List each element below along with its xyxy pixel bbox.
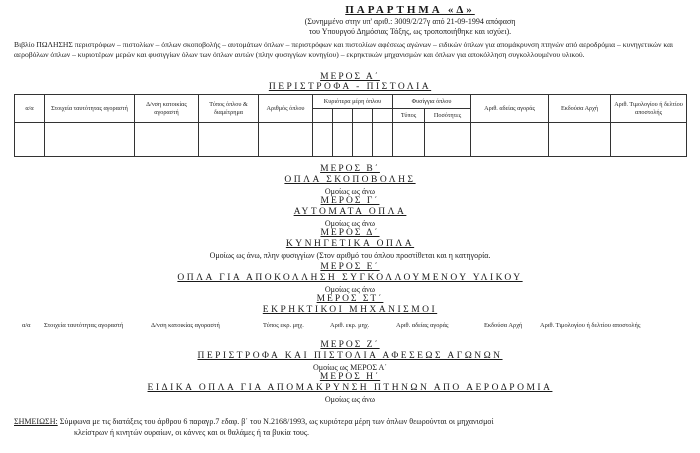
part-b-heading: ΟΠΛΑ ΣΚΟΠΟΒΟΛΗΣ (284, 175, 416, 185)
part-st-heading: ΕΚΡΗΚΤΙΚΟΙ ΜΗΧΑΝΙΣΜΟΙ (262, 305, 438, 315)
footnote-label: ΣΗΜΕΙΩΣΗ: (14, 417, 58, 426)
document-title: ΠΑΡΑΡΤΗΜΑ «Δ» (345, 4, 475, 16)
part-e-note: Ομοίως ως άνω (324, 285, 376, 294)
part-z-heading: ΠΕΡΙΣΤΡΟΦΑ ΚΑΙ ΠΙΣΤΟΛΙΑ ΑΦΕΣΕΩΣ ΑΓΩΝΩΝ (197, 351, 503, 361)
part-h-label: ΜΕΡΟΣ Η΄ (319, 372, 381, 382)
col-header-cartridge-qty: Ποσότητες (425, 109, 471, 123)
explosives-col-authority: Εκδούσα Αρχή (484, 322, 523, 329)
part-st-label: ΜΕΡΟΣ ΣΤ΄ (316, 294, 384, 304)
col-header-cartridge-type: Τύπος (393, 109, 425, 123)
col-header-invoice: Αριθ. Τιμολογίου ή δελτίου αποστολής (611, 95, 687, 123)
part-b-note: Ομοίως ως άνω (324, 187, 376, 196)
explosives-col-buyer-id: Στοιχεία ταυτότητας αγοραστή (44, 322, 124, 329)
header-reference-line: (Συνημμένο στην υπ' αριθ.: 3009/2/27γ από 21-09-1994 απόφαση (304, 17, 516, 26)
explosives-col-invoice: Αριθ. Τιμολογίου ή δελτίου αποστολής (540, 322, 641, 329)
intro-paragraph: Βιβλίο ΠΩΛΗΣΗΣ περιστρόφων – πιστολίων – όπλων σκοποβολής – αυτομάτων όπλων – περιστρόφων και πιστολίων αφέσεως αγώνων – ειδικών όπλων για απομάκρυνση πτηνών από αεροδρόμια – κυνηγετικών και αεροβόλων όπλων – κυριοτέρων μερών και φυσιγγίων όλων των όπλων αυτών (πλην φυσιγγίων κυνηγίου) – εκρηκτικών μηχανισμών και όπλων για αποκόλληση συγκολλουμένου υλικού. (14, 40, 674, 59)
col-header-weapon-number: Αριθμός όπλου (259, 95, 313, 123)
col-header-cartridges: Φυσίγγια όπλου (393, 95, 471, 109)
part-c-note: Ομοίως ως άνω (324, 219, 376, 228)
part-d-note: Ομοίως ως άνω, πλην φυσιγγίων (Στον αριθμό του όπλου προστίθεται και η κατηγορία. (209, 251, 491, 260)
part-c-label: ΜΕΡΟΣ Γ΄ (320, 196, 380, 206)
part-d-label: ΜΕΡΟΣ Δ΄ (320, 228, 380, 238)
part-b-label: ΜΕΡΟΣ Β΄ (320, 164, 380, 174)
footnote-line-2: κλείστρων ή κινητών ουραίων, οι κάννες και οι θαλάμες ή τα βυκία τους. (74, 427, 310, 437)
explosives-col-buyer-address: Δ/νση κατοικίας αγοραστή (151, 322, 220, 329)
part-a-heading: ΠΕΡΙΣΤΡΟΦΑ - ΠΙΣΤΟΛΙΑ (268, 82, 432, 92)
col-header-main-parts: Κυριότερα μέρη όπλου (313, 95, 393, 109)
explosives-col-license: Αριθ. αδείας αγοράς (396, 322, 449, 329)
part-e-label: ΜΕΡΟΣ Ε΄ (320, 262, 380, 272)
col-header-buyer-address: Δ/νση κατοικίας αγοραστή (135, 95, 199, 123)
part-h-heading: ΕΙΔΙΚΑ ΟΠΛΑ ΓΙΑ ΑΠΟΜΑΚΡΥΝΣΗ ΠΤΗΝΩΝ ΑΠΟ ΑΕΡΟΔΡΟΜΙΑ (147, 383, 553, 393)
col-header-type-caliber: Τύπος όπλου & διαμέτρημα (199, 95, 259, 123)
header-amendment-line: του Υπουργού Δημόσιας Τάξης, ως τροποποιήθηκε και ισχύει). (308, 27, 512, 36)
explosives-col-number: Αριθ. εκρ. μηχ. (330, 322, 370, 329)
main-parts-subcell (353, 109, 373, 123)
main-parts-subcell (333, 109, 353, 123)
sales-register-table (14, 94, 687, 157)
main-parts-subcell (313, 109, 333, 123)
part-d-heading: ΚΥΝΗΓΕΤΙΚΑ ΟΠΛΑ (285, 239, 415, 249)
explosives-col-aa: α/α (22, 322, 31, 329)
table-row (15, 123, 687, 157)
part-z-note: Ομοίως ως ΜΕΡΟΣ Α΄ (313, 363, 387, 372)
col-header-license: Αριθ. αδείας αγοράς (471, 95, 549, 123)
col-header-authority: Εκδούσα Αρχή (549, 95, 611, 123)
part-h-note: Ομοίως ως άνω (324, 395, 376, 404)
footnote-line-1: Σύμφωνα με τις διατάξεις του άρθρου 6 παραγρ.7 εδαφ. β΄ του Ν.2168/1993, ως κυριότερα μέρη των όπλων θεωρούνται οι μηχανισμοί (59, 417, 494, 426)
part-a-label: ΜΕΡΟΣ Α΄ (320, 72, 380, 82)
part-c-heading: ΑΥΤΟΜΑΤΑ ΟΠΛΑ (293, 207, 407, 217)
part-z-label: ΜΕΡΟΣ Ζ΄ (320, 340, 380, 350)
col-header-buyer-id: Στοιχεία ταυτότητας αγοραστή (45, 95, 135, 123)
footnote (14, 417, 692, 438)
col-header-aa: α/α (15, 95, 45, 123)
main-parts-subcell (373, 109, 393, 123)
part-e-heading: ΟΠΛΑ ΓΙΑ ΑΠΟΚΟΛΛΗΣΗ ΣΥΓΚΟΛΛΟΥΜΕΝΟΥ ΥΛΙΚΟΥ (177, 273, 523, 283)
explosives-col-type: Τύπος εκρ. μηχ. (263, 322, 304, 329)
